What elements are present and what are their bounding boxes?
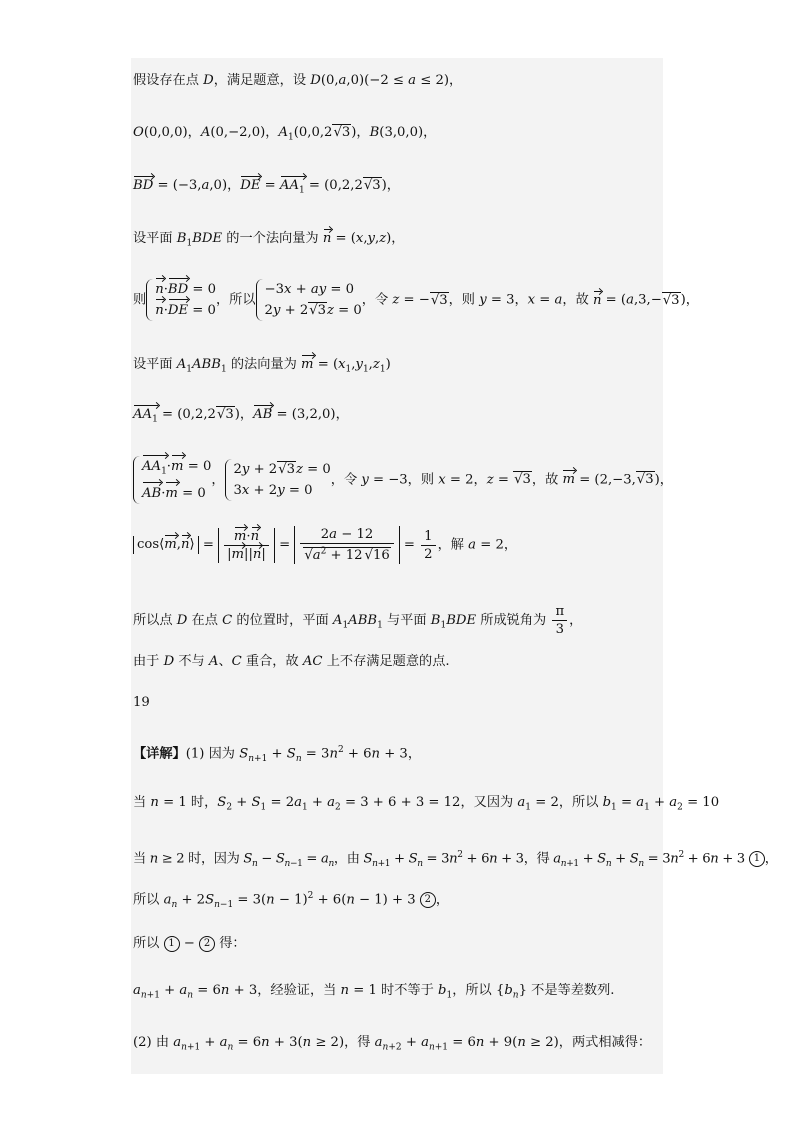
text-line-9: cos⟨m,n⟩ = $\frac{m\cdot n}{|m||n|}$ = $\frac{2a - 12}{√a^2 + 12 √16}$ = $\frac{1}{2}$ ，解 a = 2， (133, 526, 517, 564)
text-line-19: (2) 由 $a_{n+1} + a_n = 6n + 3(n \ge 2)$，得 $a_{n+2} + a_{n+1} = 6n + 9(n \ge 2)$，两式相减得： (133, 1035, 652, 1053)
text-line-13: 【详解】(1) 因为 $S_{n+1} + S_n = 3n^2 + 6n + 3$， (133, 745, 422, 765)
text-line-4: 设平面 $B_1BDE$ 的一个法向量为 n = (x,y,z)， (133, 231, 405, 249)
text-line-14: 当 n = 1 时，$S_2 + S_1 = 2a_1 + a_2 = 3 + 6 + 3 = 12$，又因为 $a_1 = 2$，所以 $b_1 = a_1 + a_2 = 10$ (133, 795, 720, 813)
text-line-10: 所以点 D 在点 C 的位置时，平面 $A_1ABB_1$ 与平面 $B_1BDE$ 所成锐角为 $\frac{\pi}{3}$ ， (133, 604, 583, 637)
text-line-2: O(0,0,0)，A(0,−2,0)，$A_1(0,0,2√3)$，B(3,0,0)， (133, 125, 437, 143)
text-line-1: 假设存在点 D，满足题意，设 D(0,a,0)(−2 ≤ a ≤ 2)， (133, 73, 463, 88)
document-page (131, 58, 663, 1074)
text-line-3: BD = (−3,a,0)，DE = $AA_1 = (0,2,2√3)$， (133, 177, 400, 200)
text-line-11: 由于 D 不与 A、C 重合，故 AC 上不存满足题意的点. (133, 654, 450, 669)
text-line-15: 当 n ≥ 2 时，因为 $S_n - S_{n-1} = a_n$，由 $S_{n+1} + S_n = 3n^2 + 6n + 3$，得 $a_{n+1} + S_n + S_n = 3n^2 + 6n + 3$ 1 ， (133, 850, 778, 870)
text-line-18: $a_{n+1} + a_n = 6n + 3$，经验证，当 n = 1 时不等于 $b_1$，所以 $\{b_n\}$ 不是等差数列. (133, 983, 615, 1001)
text-line-17: 所以 1 − 2 得： (133, 936, 246, 951)
text-line-16: 所以 $a_n + 2S_{n-1} = 3(n - 1)^2 + 6(n - 1) + 3$ 2 ， (133, 891, 450, 911)
text-line-7: $AA_1 = (0,2,2√3)$，AB = (3,2,0)， (133, 406, 349, 429)
text-line-5: 则 n·BD = 0 n·DE = 0 ，所以 −3x + ay = 0 2y + 2√3z = 0 ，令 z = −√3，则 y = 3，x = a，故 n = (a,3,−√3)， (133, 279, 699, 321)
question-number: 19 (133, 695, 150, 710)
text-line-8: $AA_1\cdot m = 0$ AB·m = 0 ， 2y + 2√3z = 0 3x + 2y = 0 ，令 y = −3，则 x = 2，z = √3，故 m = (2,−3,√3)， (133, 456, 673, 504)
text-line-6: 设平面 $A_1ABB_1$ 的法向量为 $m = (x_1,y_1,z_1)$ (133, 357, 391, 375)
